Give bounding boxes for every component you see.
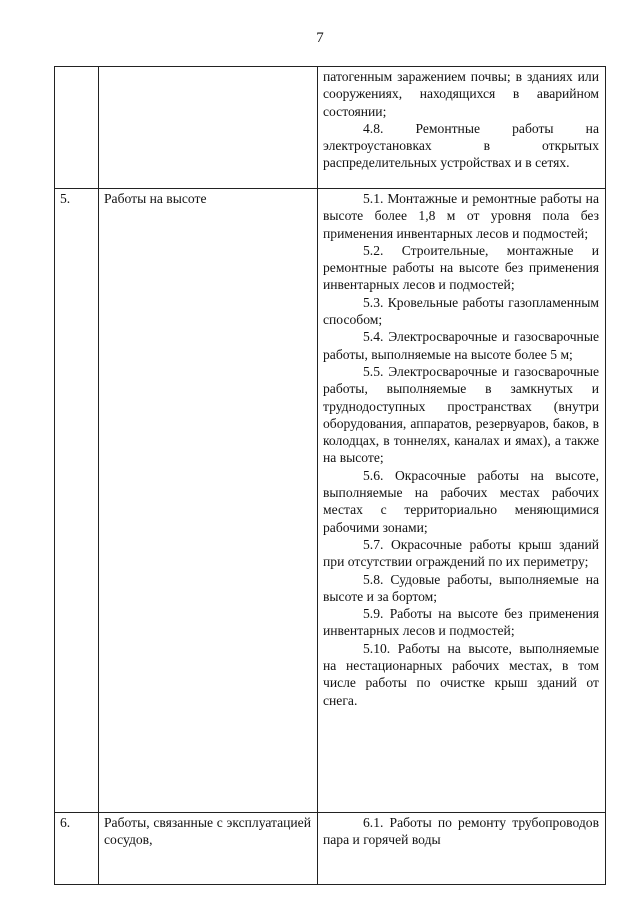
work-item: 4.8. Ремонтные работы на электроустановках в открытых распределительных устройствах и в сетях. <box>323 120 599 171</box>
work-item: 5.6. Окрасочные работы на высоте, выполняемые на рабочих местах рабочих местах с территориально меняющимися рабочими зонами; <box>323 467 599 535</box>
work-item: 6.1. Работы по ремонту трубопроводов пара и горячей воды <box>323 815 599 848</box>
work-item: 5.10. Работы на высоте, выполняемые на нестационарных рабочих местах, в том числе работы по очистке крыш зданий от снега. <box>323 640 599 708</box>
work-item: 5.3. Кровельные работы газопламенным способом; <box>323 294 599 328</box>
row-number-cell: 6. <box>55 813 99 885</box>
work-types-table <box>54 66 606 885</box>
table-row <box>55 189 606 813</box>
work-item: 5.5. Электросварочные и газосварочные работы, выполняемые в замкнутых и труднодоступных пространствах (внутри оборудования, аппаратов, резервуаров, баков, в колодцах, в тоннелях, каналах и ямах), а также на высоте; <box>323 363 599 466</box>
row-number-cell: 5. <box>55 189 99 813</box>
table-row <box>55 67 606 189</box>
row-number-cell <box>55 67 99 189</box>
work-item: 5.2. Строительные, монтажные и ремонтные работы на высоте без применения инвентарных лесов и подмостей; <box>323 242 599 293</box>
page-number: 7 <box>316 30 324 46</box>
work-item: 5.8. Судовые работы, выполняемые на высоте и за бортом; <box>323 571 599 604</box>
work-name-cell: Работы на высоте <box>99 189 318 813</box>
work-item: 5.9. Работы на высоте без применения инвентарных лесов и подмостей; <box>323 606 599 639</box>
work-item: патогенным заражением почвы; в зданиях или сооружениях, находящихся в аварийном состоянии; <box>323 69 599 119</box>
work-item: 5.7. Окрасочные работы крыш зданий при отсутствии ограждений по их периметру; <box>323 536 599 570</box>
work-name-cell: Работы, связанные с эксплуатацией сосудов, <box>99 813 318 885</box>
work-items-cell <box>318 813 606 885</box>
work-items-cell <box>318 189 606 813</box>
work-items-cell <box>318 67 606 189</box>
work-item: 5.4. Электросварочные и газосварочные работы, выполняемые на высоте более 5 м; <box>323 329 599 362</box>
work-name-cell <box>99 67 318 189</box>
work-item: 5.1. Монтажные и ремонтные работы на высоте более 1,8 м от уровня пола без применения инвентарных лесов и подмостей; <box>323 191 599 241</box>
table-row <box>55 813 606 885</box>
